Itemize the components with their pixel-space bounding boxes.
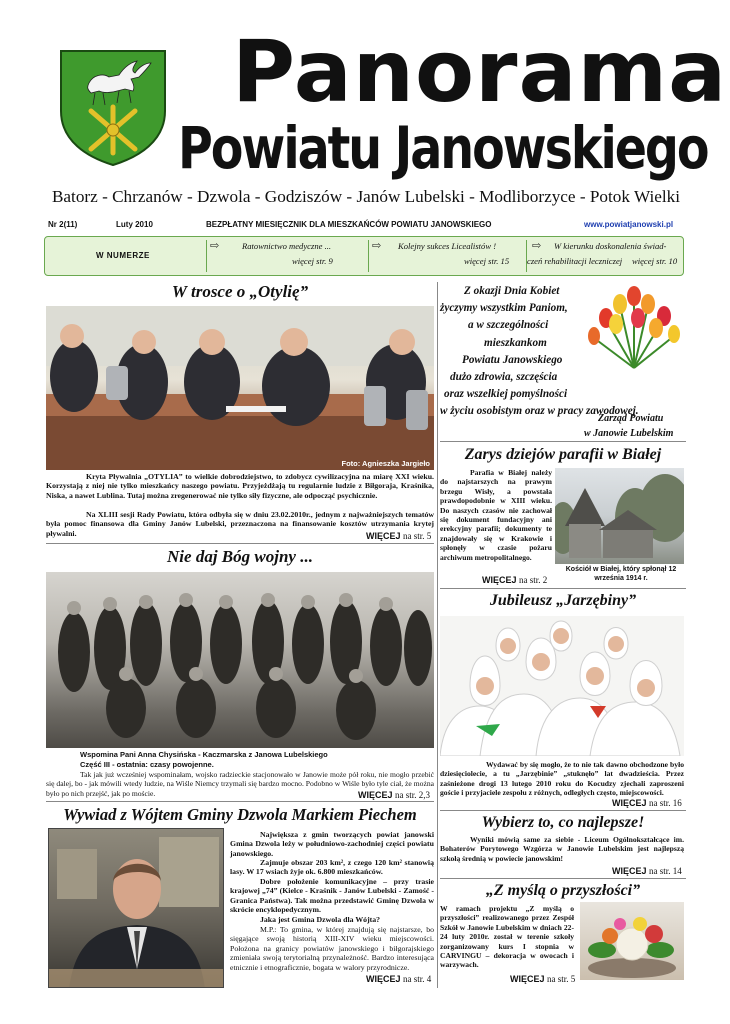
greeting-line-2: życzymy wszystkim Paniom, bbox=[440, 302, 568, 315]
section-rule bbox=[440, 588, 686, 589]
article-interview-p2: Zajmuje obszar 203 km², z czego 120 km² stanowią lasy. W 17 wsiach żyje ok. 6.800 mieszkańców. bbox=[230, 858, 434, 877]
article-otylia-p1: Kryta Pływalnia „OTYLIA” to wielkie dobrodziejstwo, to zdobycz cywilizacyjna na miarę XXI wieku. Korzystają z niej nie tylko mieszkańcy naszego powiatu. Przyjeżdżają tu regularnie ludzie z Biłgoraja, Kraśnika, Niska, a nawet Lublina. Tutaj można zregenerować nie tylko siły fizyczne, ale odpocząć psychicznie. bbox=[46, 472, 434, 500]
article-war-title[interactable]: Nie daj Bóg wojny ... bbox=[167, 547, 313, 566]
photo-credit: Foto: Agnieszka Jargieło bbox=[341, 459, 430, 468]
carving-decoration-photo bbox=[580, 902, 684, 980]
article-interview-title[interactable]: Wywiad z Wójtem Gminy Dzwola Markiem Piechem bbox=[63, 805, 417, 824]
in-issue-item-3-title[interactable]: W kierunku doskonalenia świad- bbox=[554, 241, 667, 251]
article-otylia-title[interactable]: W trosce o „Otylię” bbox=[171, 282, 309, 301]
parish-church-photo bbox=[555, 468, 684, 564]
greeting-line-7: oraz wszelkiej pomyślności bbox=[444, 388, 568, 401]
arrow-right-icon: ⇨ bbox=[210, 239, 220, 252]
jarzebina-group-photo bbox=[440, 616, 684, 756]
article-interview-more[interactable]: WIĘCEJ na str. 4 bbox=[366, 974, 432, 984]
tulip-bouquet-image bbox=[586, 284, 682, 370]
section-rule bbox=[46, 543, 434, 544]
article-interview-question: Jaka jest Gmina Dzwola dla Wójta? bbox=[260, 915, 381, 924]
article-otylia-more[interactable]: WIĘCEJ na str. 5 bbox=[366, 531, 432, 541]
issue-number: Nr 2(11) bbox=[48, 220, 78, 229]
masthead-subtitle: Powiatu Janowskiego bbox=[178, 114, 708, 182]
article-school-p1: Wyniki mówią same za siebie - Liceum Ogólnokształcące im. Bohaterów Porytowego Wzgórza w Janowie Lubelskim jest najlepszą szkołą średnią w powiecie janowskim! bbox=[440, 835, 684, 863]
article-war-p1: Tak jak już wcześniej wspominałam, wojsko radzieckie stacjonowało w Janowie może pół roku, nie mogło przebić się dalej, bo - jak mówili wtedy ludzie, na Wiśle Niemcy trzymali się bardzo mocno. Podobno w Wiśle było tyle ciał, że można było po nich przejść, jak po moście. bbox=[46, 770, 434, 798]
article-future-title[interactable]: „Z myślą o przyszłości” bbox=[485, 882, 641, 899]
greeting-signature-2: w Janowie Lubelskim bbox=[584, 428, 674, 439]
article-future-more[interactable]: WIĘCEJ na str. 5 bbox=[510, 974, 576, 984]
towns-line: Batorz - Chrzanów - Dzwola - Godziszów - Janów Lubelski - Modliborzyce - Potok Wielki bbox=[51, 187, 681, 206]
article-jarzebina-title[interactable]: Jubileusz „Jarzębiny” bbox=[489, 592, 637, 609]
in-issue-divider-1 bbox=[206, 240, 207, 272]
parish-photo-caption: Kościół w Białej, który spłonął 12 września 1914 r. bbox=[565, 566, 677, 582]
greeting-line-5: Powiatu Janowskiego bbox=[462, 353, 563, 366]
article-parish-p1: Parafia w Białej należy do najstarszych na prawym brzegu Wisły, a powstała prawdopodobnie w XIII wieku. Do naszych czasów nie zachował się dokument fundacyjny ani erekcyjny parafii; dokumenty te znajdowały się w Krakowie i spłonęły w czasie pożaru archiwum metropolitalnego. bbox=[440, 468, 552, 562]
war-soldiers-photo bbox=[46, 572, 434, 748]
article-future-p1: W ramach projektu „Z myślą o przyszłości” realizowanego przez Zespół Szkół w Janowie Lubelskim w dniach 22-24 luty 2010r. został w terenie szkoły zorganizowany kurs I stopnia w CARVINGU – dekoracja w owocach i warzywach. bbox=[440, 904, 574, 970]
war-caption-1: Wspomina Pani Anna Chysińska - Kaczmarska z Janowa Lubelskiego bbox=[80, 750, 328, 759]
column-divider bbox=[437, 282, 438, 988]
greeting-line-6: dużo zdrowia, szczęścia bbox=[450, 371, 558, 384]
in-issue-item-3-ref[interactable]: więcej str. 10 bbox=[632, 256, 678, 266]
otylia-session-photo bbox=[46, 306, 434, 470]
section-rule bbox=[46, 801, 434, 802]
greeting-line-8: w życiu osobistym oraz w pracy zawodowej. bbox=[440, 405, 639, 418]
tagline: BEZPŁATNY MIESIĘCZNIK DLA MIESZKAŃCÓW POWIATU JANOWSKIEGO bbox=[206, 220, 492, 229]
in-issue-item-2-ref[interactable]: więcej str. 15 bbox=[464, 256, 510, 266]
article-interview-p4: M.P.: To gmina, w której znajdują się najstarsze, bo sięgające swoją historią XIII-XIV wieku miejscowości. Położona na granicy powiatów janowskiego i biłgorajskiego zmieniała swoją terytorialną przynależność. Bardzo interesująca etnicznie i etnograficznie, bogata w walory przyrodnicze. bbox=[230, 925, 434, 972]
greeting-line-3: a w szczególności bbox=[468, 319, 549, 332]
greeting-line-4: mieszkankom bbox=[484, 336, 547, 349]
article-interview-p1: Największa z gmin tworzących powiat janowski Gmina Dzwola leży w południowo-zachodniej części powiatu janowskiego. bbox=[230, 830, 434, 858]
greeting-line-1: Z okazji Dnia Kobiet bbox=[464, 285, 560, 297]
article-parish-more[interactable]: WIĘCEJ na str. 2 bbox=[482, 575, 548, 585]
article-jarzebina-p1: Wydawać by się mogło, że to nie tak dawno obchodzone było dziesięciolecie, a tu „Jarzębinie” „stuknęło” lat dwadzieścia. Przez zaśnieżone drogi 13 lutego 2010 roku do Kocudzy zjechali zaproszeni goście i przyjaciele zespołu z różnych, odległych często, miejscowości. bbox=[440, 760, 684, 798]
in-issue-item-1-title[interactable]: Ratownictwo medyczne ... bbox=[242, 241, 332, 251]
article-otylia-p2: Na XLIII sesji Rady Powiatu, która odbyła się w dniu 23.02.2010r., jednym z najważniejszych tematów była pomoc finansowa dla Gminy Janów Lubelski, przeznaczona na finansowanie kosztów utrzymania krytej pływalni. bbox=[46, 510, 434, 538]
in-issue-divider-2 bbox=[368, 240, 369, 272]
in-issue-item-2-title[interactable]: Kolejny sukces Licealistów ! bbox=[398, 241, 497, 251]
war-caption-2: Część III - ostatnia: czasy powojenne. bbox=[80, 760, 214, 769]
arrow-right-icon: ⇨ bbox=[372, 239, 382, 252]
article-jarzebina-more[interactable]: WIĘCEJ na str. 16 bbox=[612, 798, 682, 808]
section-rule bbox=[440, 441, 686, 442]
article-interview-p3: Dobre położenie komunikacyjne – przy trasie krajowej „74” (Kielce - Kraśnik - Janów Lubelski - Zamość - Granica Państwa). Tak można przedstawić Gminę Dzwola w skrócie encyklopedycznym. bbox=[230, 877, 434, 915]
article-parish-title[interactable]: Zarys dziejów parafii w Białej bbox=[464, 446, 662, 463]
article-school-more[interactable]: WIĘCEJ na str. 14 bbox=[612, 866, 682, 876]
arrow-right-icon: ⇨ bbox=[532, 239, 542, 252]
issue-date: Luty 2010 bbox=[116, 220, 153, 229]
greeting-signature-1: Zarząd Powiatu bbox=[598, 413, 664, 424]
mayor-portrait-photo bbox=[48, 828, 224, 988]
article-war-more[interactable]: WIĘCEJ na str. 2,3 bbox=[358, 790, 431, 800]
website-link[interactable]: www.powiatjanowski.pl bbox=[584, 220, 674, 229]
county-crest bbox=[59, 49, 167, 167]
in-issue-item-3-title2[interactable]: czeń rehabilitacji leczniczej bbox=[527, 256, 623, 266]
article-school-title[interactable]: Wybierz to, co najlepsze! bbox=[481, 814, 645, 831]
section-rule bbox=[440, 810, 686, 811]
masthead-title: Panorama bbox=[232, 22, 728, 122]
in-issue-label: W NUMERZE bbox=[96, 251, 150, 260]
section-rule bbox=[440, 878, 686, 879]
in-issue-item-1-ref[interactable]: więcej str. 9 bbox=[292, 256, 333, 266]
